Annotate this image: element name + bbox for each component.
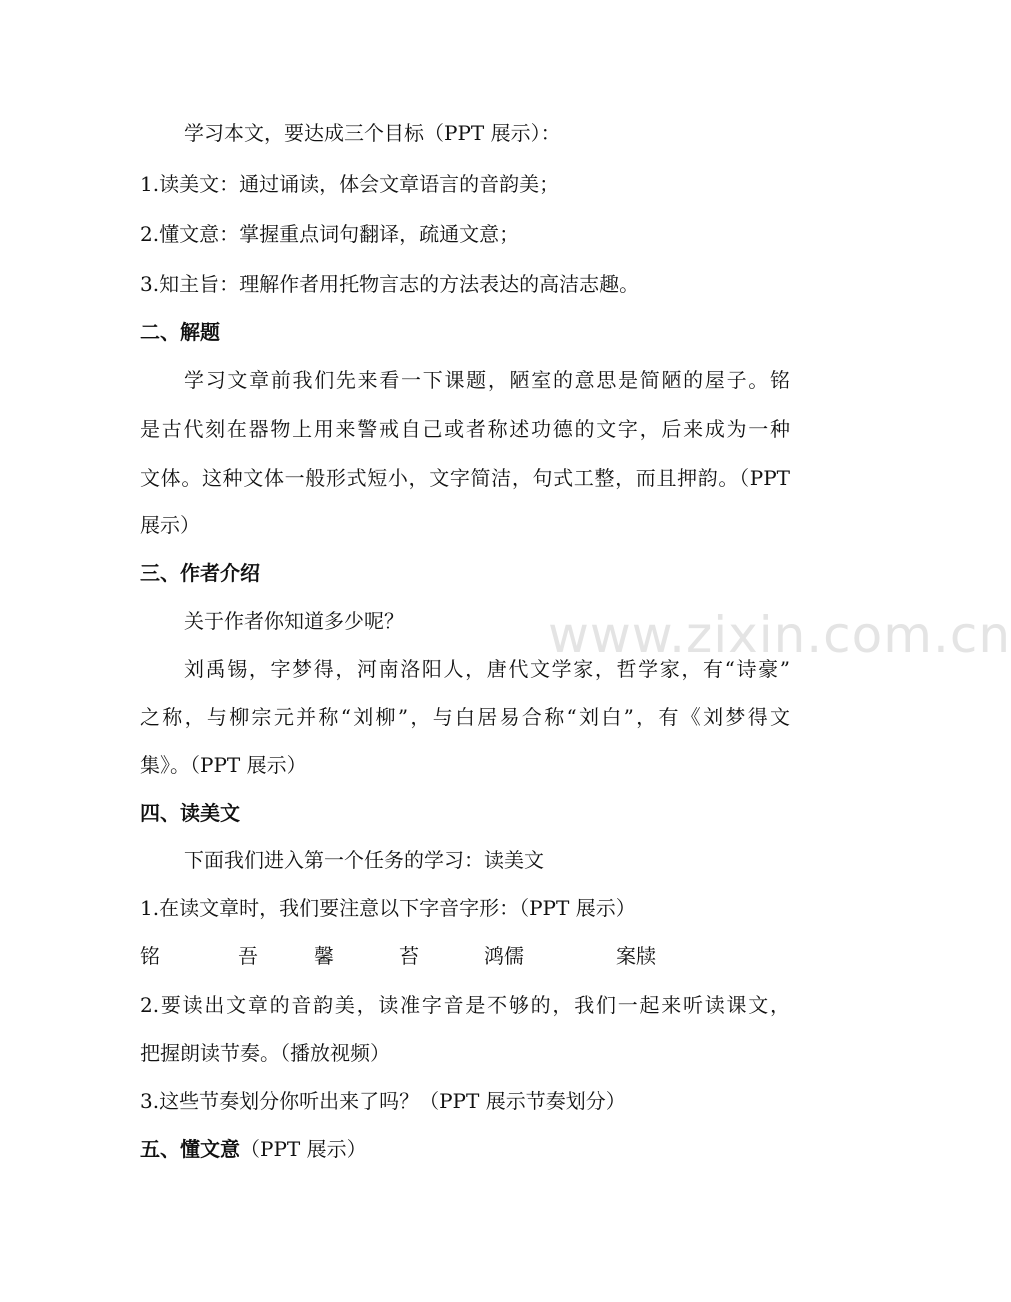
character-item: 吾 — [238, 944, 258, 968]
paragraph-line: 是古代刻在器物上用来警戒自己或者称述功德的文字，后来成为一种 — [140, 417, 790, 441]
paragraph-line: 学习文章前我们先来看一下课题，陋室的意思是简陋的屋子。铭 — [184, 368, 790, 392]
reading-item-3: 3.这些节奏划分你听出来了吗？（PPT 展示节奏划分） — [140, 1089, 626, 1113]
section-heading-meaning — [140, 1137, 790, 1161]
section-heading-text: 五、懂文意 — [140, 1137, 240, 1161]
paragraph-line: 集》。（PPT 展示） — [140, 753, 307, 777]
character-item: 铭 — [140, 944, 160, 968]
character-item: 案牍 — [616, 944, 656, 968]
goal-1: 1.读美文：通过诵读，体会文章语言的音韵美； — [140, 172, 560, 196]
paragraph-line: 之称，与柳宗元并称“刘柳”，与白居易合称“刘白”，有《刘梦得文 — [140, 705, 790, 729]
character-item: 苔 — [399, 944, 419, 968]
goal-3: 3.知主旨：理解作者用托物言志的方法表达的高洁志趣。 — [140, 272, 640, 296]
reading-item-2: 2.要读出文章的音韵美，读准字音是不够的，我们一起来听读课文， — [140, 993, 790, 1017]
paragraph-line: 展示） — [140, 513, 200, 537]
watermark: www.zixin.com.cn — [548, 606, 1011, 664]
section-heading-note: （PPT 展示） — [240, 1137, 367, 1161]
character-item: 鸿儒 — [484, 944, 524, 968]
section-heading-author: 三、作者介绍 — [140, 561, 260, 585]
author-question: 关于作者你知道多少呢？ — [184, 609, 404, 633]
reading-item-1: 1.在读文章时，我们要注意以下字音字形：（PPT 展示） — [140, 896, 636, 920]
section-heading-title-analysis: 二、解题 — [140, 320, 220, 344]
character-item: 馨 — [314, 944, 334, 968]
character-list — [140, 944, 700, 968]
paragraph-line: 刘禹锡，字梦得，河南洛阳人，唐代文学家，哲学家，有“诗豪” — [184, 657, 790, 681]
paragraph-line: 文体。这种文体一般形式短小，文字简洁，句式工整，而且押韵。（PPT — [140, 466, 790, 490]
reading-item-2-cont: 把握朗读节奏。（播放视频） — [140, 1041, 390, 1065]
goal-2: 2.懂文意：掌握重点词句翻译，疏通文意； — [140, 222, 520, 246]
goals-intro: 学习本文，要达成三个目标（PPT 展示）： — [184, 121, 561, 145]
section-heading-reading: 四、读美文 — [140, 801, 240, 825]
reading-intro: 下面我们进入第一个任务的学习：读美文 — [184, 848, 544, 872]
